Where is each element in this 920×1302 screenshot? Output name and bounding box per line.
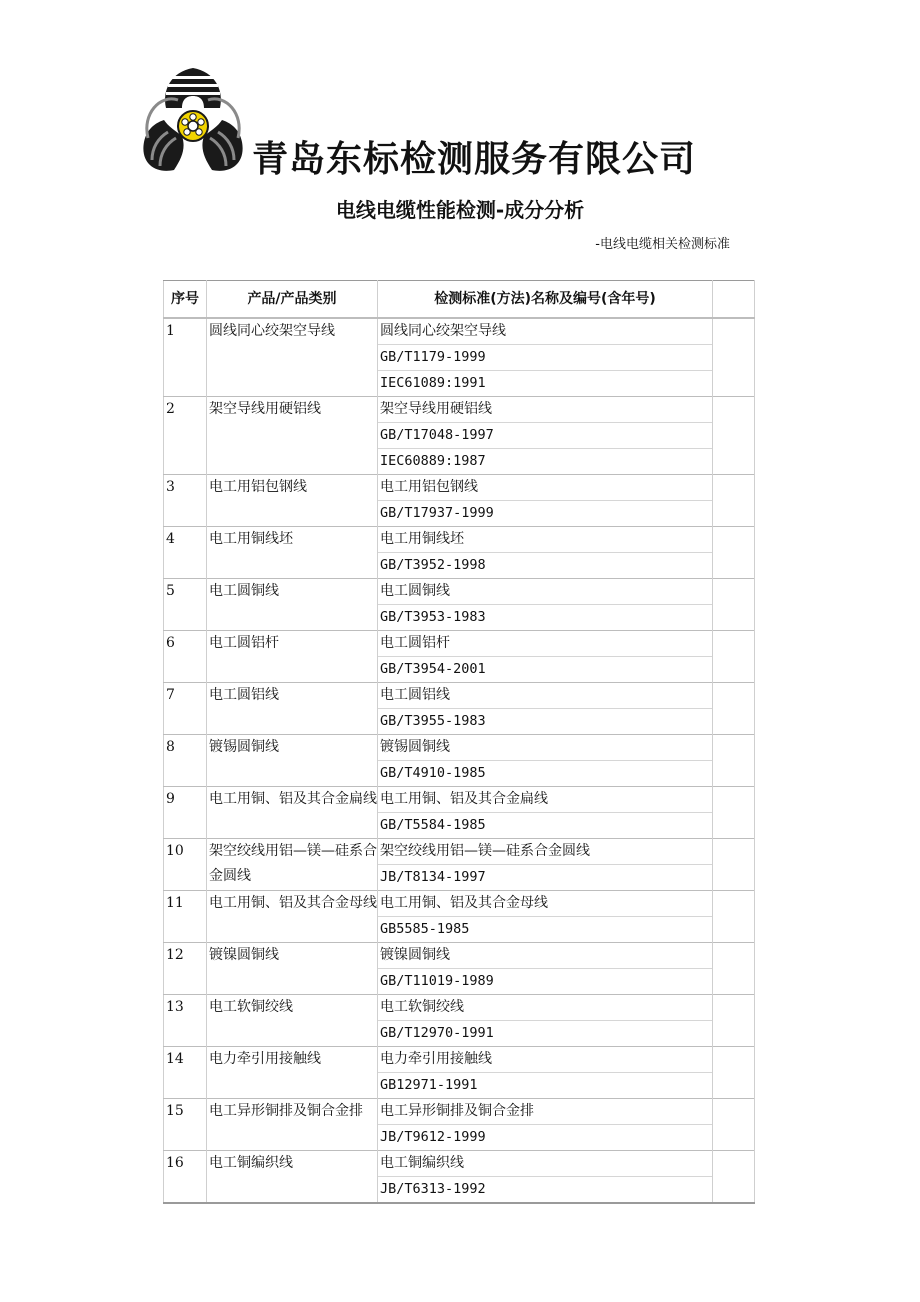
header-extra <box>713 281 755 319</box>
extra-cell <box>713 891 755 943</box>
product-name: 电工用铜、铝及其合金扁线 <box>207 787 378 839</box>
row-number: 2 <box>164 397 207 475</box>
table-row <box>164 891 755 917</box>
page-title: 电线电缆性能检测-成分分析 <box>335 198 585 222</box>
standard-code: IEC60889:1987 <box>378 449 713 475</box>
standard-name: 电工用铜、铝及其合金扁线 <box>378 787 713 813</box>
standard-name: 电力牵引用接触线 <box>378 1047 713 1073</box>
extra-cell <box>713 318 755 397</box>
company-name: 青岛东标检测服务有限公司 <box>252 139 697 180</box>
standard-code: GB/T11019-1989 <box>378 969 713 995</box>
extra-cell <box>713 735 755 787</box>
table-row <box>164 475 755 501</box>
row-number: 6 <box>164 631 207 683</box>
product-name: 电力牵引用接触线 <box>207 1047 378 1099</box>
standard-name: 架空导线用硬铝线 <box>378 397 713 423</box>
table-row <box>164 787 755 813</box>
table-row <box>164 943 755 969</box>
table-row <box>164 631 755 657</box>
header-no: 序号 <box>164 281 207 319</box>
standard-name: 电工圆铝杆 <box>378 631 713 657</box>
table-row <box>164 527 755 553</box>
row-number: 16 <box>164 1151 207 1204</box>
extra-cell <box>713 995 755 1047</box>
table-row <box>164 683 755 709</box>
standard-name: 架空绞线用铝—镁—硅系合金圆线 <box>378 839 713 865</box>
table-row <box>164 1047 755 1073</box>
standard-name: 圆线同心绞架空导线 <box>378 318 713 345</box>
product-name: 电工用铝包钢线 <box>207 475 378 527</box>
extra-cell <box>713 683 755 735</box>
standard-name: 电工铜编织线 <box>378 1151 713 1177</box>
extra-cell <box>713 579 755 631</box>
extra-cell <box>713 475 755 527</box>
product-name: 架空导线用硬铝线 <box>207 397 378 475</box>
product-name: 电工铜编织线 <box>207 1151 378 1204</box>
table-row <box>164 995 755 1021</box>
standard-code: JB/T8134-1997 <box>378 865 713 891</box>
standard-code: GB/T3953-1983 <box>378 605 713 631</box>
extra-cell <box>713 943 755 995</box>
standard-name: 电工用铜、铝及其合金母线 <box>378 891 713 917</box>
product-name: 架空绞线用铝—镁—硅系合金圆线 <box>207 839 378 891</box>
standard-name: 电工用铜线坯 <box>378 527 713 553</box>
page-subtitle: -电线电缆相关检测标准 <box>595 237 730 252</box>
product-name: 镀镍圆铜线 <box>207 943 378 995</box>
standard-name: 电工用铝包钢线 <box>378 475 713 501</box>
standard-code: GB5585-1985 <box>378 917 713 943</box>
row-number: 13 <box>164 995 207 1047</box>
standard-name: 电工软铜绞线 <box>378 995 713 1021</box>
extra-cell <box>713 839 755 891</box>
header-standard: 检测标准(方法)名称及编号(含年号) <box>378 281 713 319</box>
row-number: 11 <box>164 891 207 943</box>
standard-code: GB12971-1991 <box>378 1073 713 1099</box>
product-name: 电工圆铜线 <box>207 579 378 631</box>
header-product: 产品/产品类别 <box>207 281 378 319</box>
product-name: 电工软铜绞线 <box>207 995 378 1047</box>
table-row <box>164 318 755 345</box>
product-name: 电工用铜线坯 <box>207 527 378 579</box>
row-number: 14 <box>164 1047 207 1099</box>
table-row <box>164 397 755 423</box>
standard-code: GB/T3955-1983 <box>378 709 713 735</box>
product-name: 镀锡圆铜线 <box>207 735 378 787</box>
standard-name: 电工异形铜排及铜合金排 <box>378 1099 713 1125</box>
row-number: 5 <box>164 579 207 631</box>
company-logo <box>138 64 248 176</box>
row-number: 12 <box>164 943 207 995</box>
table-row <box>164 1151 755 1177</box>
row-number: 15 <box>164 1099 207 1151</box>
standard-code: JB/T9612-1999 <box>378 1125 713 1151</box>
row-number: 8 <box>164 735 207 787</box>
row-number: 7 <box>164 683 207 735</box>
standard-code: GB/T17937-1999 <box>378 501 713 527</box>
extra-cell <box>713 397 755 475</box>
table-row <box>164 735 755 761</box>
row-number: 1 <box>164 318 207 397</box>
table-header <box>164 281 755 319</box>
standard-name: 镀镍圆铜线 <box>378 943 713 969</box>
extra-cell <box>713 1099 755 1151</box>
standards-table <box>163 280 755 1204</box>
product-name: 电工用铜、铝及其合金母线 <box>207 891 378 943</box>
extra-cell <box>713 631 755 683</box>
row-number: 3 <box>164 475 207 527</box>
table-row <box>164 839 755 865</box>
extra-cell <box>713 1151 755 1204</box>
standard-name: 电工圆铜线 <box>378 579 713 605</box>
standard-code: GB/T17048-1997 <box>378 423 713 449</box>
table-row <box>164 579 755 605</box>
standard-code: GB/T12970-1991 <box>378 1021 713 1047</box>
row-number: 10 <box>164 839 207 891</box>
standard-code: JB/T6313-1992 <box>378 1177 713 1204</box>
table-row <box>164 1099 755 1125</box>
standard-code: GB/T4910-1985 <box>378 761 713 787</box>
product-name: 电工异形铜排及铜合金排 <box>207 1099 378 1151</box>
extra-cell <box>713 527 755 579</box>
logo-emblem <box>143 68 242 171</box>
standard-code: GB/T3952-1998 <box>378 553 713 579</box>
standard-name: 电工圆铝线 <box>378 683 713 709</box>
extra-cell <box>713 1047 755 1099</box>
standard-code: GB/T3954-2001 <box>378 657 713 683</box>
table-body <box>164 318 755 1203</box>
row-number: 9 <box>164 787 207 839</box>
row-number: 4 <box>164 527 207 579</box>
product-name: 电工圆铝杆 <box>207 631 378 683</box>
standard-code: GB/T5584-1985 <box>378 813 713 839</box>
product-name: 圆线同心绞架空导线 <box>207 318 378 397</box>
product-name: 电工圆铝线 <box>207 683 378 735</box>
standard-code: IEC61089:1991 <box>378 371 713 397</box>
standard-name: 镀锡圆铜线 <box>378 735 713 761</box>
standard-code: GB/T1179-1999 <box>378 345 713 371</box>
extra-cell <box>713 787 755 839</box>
